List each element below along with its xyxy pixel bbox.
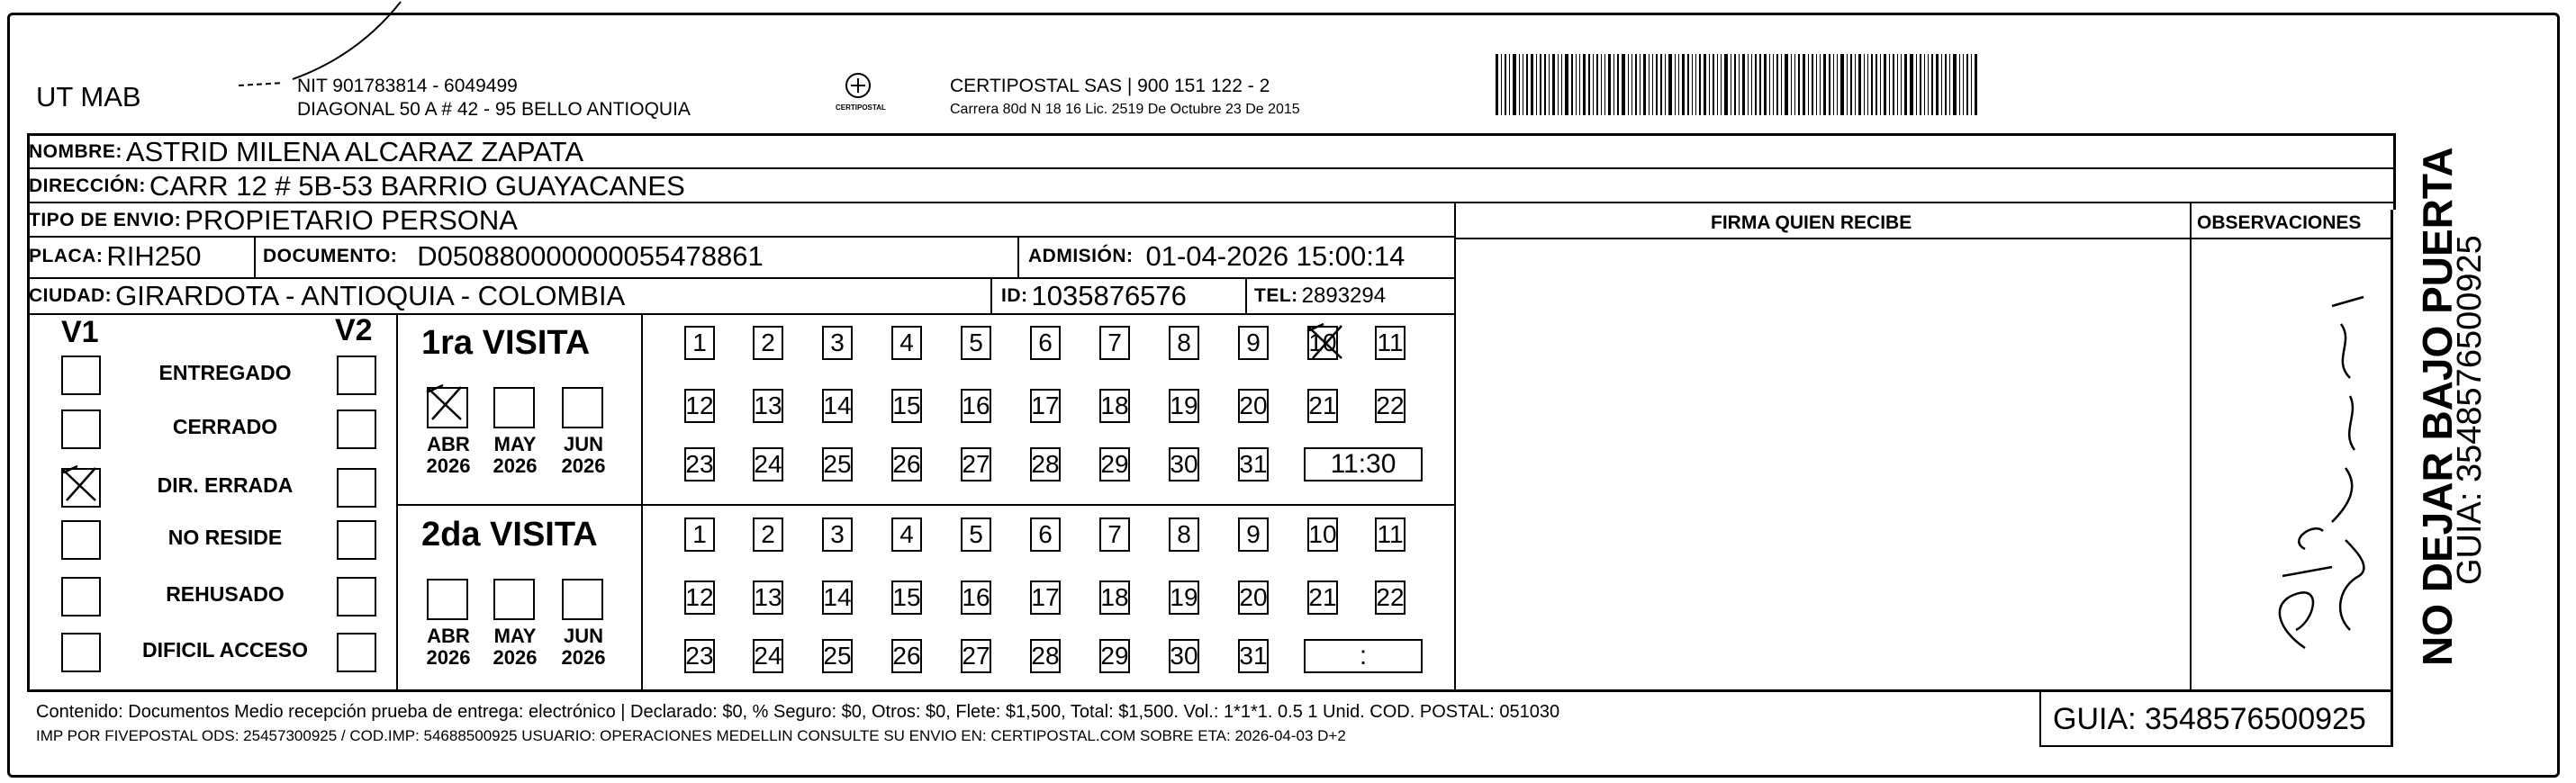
month-label <box>488 626 542 669</box>
barcode-bar <box>1791 54 1792 115</box>
ciudad-row <box>29 279 625 313</box>
carrier-line: CERTIPOSTAL SAS | 900 151 122 - 2 <box>950 76 1270 96</box>
barcode-bar <box>1871 54 1873 115</box>
month-year: 2026 <box>561 646 606 670</box>
day-box[interactable]: 3 <box>822 518 853 552</box>
check-mark-icon <box>59 464 99 504</box>
day-box[interactable]: 9 <box>1238 326 1269 360</box>
label-frame <box>7 13 2560 778</box>
status-v2-checkbox[interactable] <box>337 468 376 508</box>
day-box[interactable]: 29 <box>1099 639 1130 673</box>
day-box[interactable]: 31 <box>1238 447 1269 482</box>
certipostal-logo <box>836 72 886 112</box>
day-box[interactable]: 13 <box>753 580 783 615</box>
documento-row <box>263 239 764 274</box>
month-label <box>421 434 475 477</box>
barcode-bar <box>1640 54 1641 115</box>
barcode-bar <box>1769 54 1770 115</box>
ciudad-value: GIRARDOTA - ANTIOQUIA - COLOMBIA <box>115 280 626 311</box>
month-checkbox[interactable] <box>562 387 603 428</box>
day-box[interactable]: 7 <box>1099 326 1130 360</box>
admision-label: ADMISIÓN: <box>1028 246 1134 266</box>
barcode-bar <box>1652 54 1653 115</box>
barcode-bar <box>1840 54 1844 115</box>
time-box[interactable]: 11:30 <box>1304 447 1423 482</box>
placa-label: PLACA: <box>29 246 104 266</box>
barcode-bar <box>1496 54 1498 115</box>
day-box[interactable]: 25 <box>822 447 853 482</box>
barcode-bar <box>1798 54 1800 115</box>
day-box[interactable]: 24 <box>753 447 783 482</box>
barcode-bar <box>1893 54 1894 115</box>
barcode-bar <box>1781 54 1782 115</box>
barcode-bar <box>1549 54 1550 115</box>
status-label: CERRADO <box>172 415 278 438</box>
day-box[interactable]: 22 <box>1375 580 1406 615</box>
day-box[interactable]: 6 <box>1030 326 1061 360</box>
admision-row <box>1028 239 1405 274</box>
status-v1-checkbox[interactable] <box>61 577 101 616</box>
barcode-bar <box>1808 54 1809 115</box>
barcode-bar <box>1565 54 1568 115</box>
month-label <box>488 434 542 477</box>
barcode-bar <box>1505 54 1506 115</box>
barcode-bar <box>1759 54 1761 115</box>
day-box[interactable]: 27 <box>961 639 991 673</box>
barcode-bar <box>1622 54 1625 115</box>
id-value: 1035876576 <box>1031 280 1187 311</box>
barcode-bar <box>1692 54 1693 115</box>
barcode-bar <box>1717 54 1718 115</box>
day-box[interactable]: 21 <box>1307 580 1338 615</box>
visit-title: 2da VISITA <box>421 516 598 554</box>
barcode-bar <box>1660 54 1662 115</box>
barcode-bar <box>1945 54 1947 115</box>
month-label <box>556 434 610 477</box>
barcode-bar <box>1751 54 1752 115</box>
direccion-row <box>29 169 685 203</box>
day-box[interactable]: 16 <box>961 580 991 615</box>
direccion-label: DIRECCIÓN: <box>29 176 146 196</box>
barcode-bar <box>1579 54 1580 115</box>
barcode-bar <box>1544 54 1546 115</box>
month-year: 2026 <box>426 454 471 478</box>
firma-header: FIRMA QUIEN RECIBE <box>1711 212 1912 233</box>
day-box[interactable]: 26 <box>891 639 922 673</box>
barcode-bar <box>1656 54 1658 115</box>
documento-value: D050880000000055478861 <box>417 240 764 272</box>
tipo-row <box>29 203 518 238</box>
month-label <box>421 626 475 669</box>
barcode-bar <box>1588 54 1590 115</box>
barcode-bar <box>1959 54 1960 115</box>
barcode-bar <box>1734 54 1736 115</box>
month-name: ABR <box>427 625 470 647</box>
barcode-bar <box>1724 54 1728 115</box>
logo-text: CERTIPOSTAL <box>836 104 886 112</box>
barcode-bar <box>1721 54 1722 115</box>
status-v1-checkbox[interactable] <box>61 356 101 395</box>
nombre-label: NOMBRE: <box>29 141 122 162</box>
barcode-bar <box>1561 54 1562 115</box>
barcode-bar <box>1593 54 1594 115</box>
barcode-bar <box>1713 54 1714 115</box>
barcode-bar <box>1643 54 1646 115</box>
month-name: MAY <box>493 433 537 455</box>
barcode-bar <box>1540 54 1541 115</box>
day-box[interactable]: 23 <box>684 639 715 673</box>
barcode-bar <box>1803 54 1805 115</box>
barcode-bar <box>1833 54 1834 115</box>
day-box[interactable]: 28 <box>1030 447 1061 482</box>
day-box[interactable]: 30 <box>1169 447 1199 482</box>
day-box[interactable]: 8 <box>1169 326 1199 360</box>
barcode-bar <box>1820 54 1821 115</box>
barcode-bar <box>1858 54 1861 115</box>
day-box[interactable]: 26 <box>891 447 922 482</box>
barcode-bar <box>1812 54 1813 115</box>
day-box[interactable]: 9 <box>1238 518 1269 552</box>
day-box[interactable]: 21 <box>1307 389 1338 423</box>
barcode-bar <box>1608 54 1611 115</box>
barcode-bar <box>1975 54 1977 115</box>
barcode-bar <box>1613 54 1614 115</box>
status-v1-checkbox[interactable] <box>61 633 101 672</box>
day-box[interactable]: 4 <box>891 518 922 552</box>
barcode-bar <box>1816 54 1817 115</box>
barcode-bar <box>1928 54 1929 115</box>
footer-guia: GUIA: 3548576500925 <box>2053 702 2366 736</box>
barcode-bar <box>1682 54 1685 115</box>
barcode-bar <box>1501 54 1502 115</box>
day-box[interactable]: 20 <box>1238 580 1269 615</box>
barcode-bar <box>1931 54 1933 115</box>
id-row <box>1001 279 1187 313</box>
day-box[interactable]: 5 <box>961 518 991 552</box>
barcode-bar <box>1709 54 1710 115</box>
barcode-bar <box>1880 54 1881 115</box>
status-label: DIFICIL ACCESO <box>141 638 308 662</box>
barcode-bar <box>1668 54 1672 115</box>
day-box[interactable]: 10 <box>1307 518 1338 552</box>
barcode-bar <box>1924 54 1925 115</box>
nombre-value: ASTRID MILENA ALCARAZ ZAPATA <box>125 136 583 167</box>
day-box[interactable]: 10 <box>1307 326 1338 360</box>
barcode-bar <box>1665 54 1666 115</box>
barcode-bar <box>1704 54 1706 115</box>
day-box[interactable]: 17 <box>1030 389 1061 423</box>
visit-title: 1ra VISITA <box>421 324 591 362</box>
direccion-value: CARR 12 # 5B-53 BARRIO GUAYACANES <box>149 170 685 202</box>
barcode-bar <box>1687 54 1689 115</box>
day-box[interactable]: 20 <box>1238 389 1269 423</box>
status-v2-checkbox[interactable] <box>337 356 376 395</box>
day-box[interactable]: 27 <box>961 447 991 482</box>
day-box[interactable]: 24 <box>753 639 783 673</box>
v1-label: V1 <box>61 315 99 349</box>
address-line: DIAGONAL 50 A # 42 - 95 BELLO ANTIOQUIA <box>297 99 691 120</box>
month-checkbox[interactable] <box>493 579 535 620</box>
barcode-bar <box>1596 54 1598 115</box>
month-year: 2026 <box>426 646 471 670</box>
barcode-bar <box>1739 54 1740 115</box>
barcode-bar <box>1776 54 1778 115</box>
barcode-bar <box>1963 54 1964 115</box>
day-box[interactable]: 31 <box>1238 639 1269 673</box>
barcode-bar <box>1617 54 1619 115</box>
documento-label: DOCUMENTO: <box>263 246 398 266</box>
nit-line: NIT 901783814 - 6049499 <box>297 76 518 96</box>
barcode-bar <box>1794 54 1795 115</box>
barcode-bar <box>1864 54 1865 115</box>
month-name: MAY <box>493 625 537 647</box>
nombre-row <box>29 135 583 169</box>
day-box[interactable]: 6 <box>1030 518 1061 552</box>
day-box[interactable]: 5 <box>961 326 991 360</box>
day-box[interactable]: 25 <box>822 639 853 673</box>
day-box[interactable]: 3 <box>822 326 853 360</box>
tel-row <box>1254 279 1386 313</box>
admision-value: 01-04-2026 15:00:14 <box>1145 240 1406 272</box>
barcode-bar <box>1748 54 1749 115</box>
barcode-bar <box>1773 54 1774 115</box>
day-box[interactable]: 11 <box>1375 326 1406 360</box>
day-box[interactable]: 18 <box>1099 580 1130 615</box>
footer-content: Contenido: Documentos Medio recepción prueba de entrega: electrónico | Declarado: $0, % Seguro: $0, Otros: $0, Flete: $1,500, Total: $1,500. Vol.: 1*1*1. 0.5 1 Unid. COD. POSTAL: 051030 <box>36 702 1560 722</box>
barcode-bar <box>1531 54 1533 115</box>
month-year: 2026 <box>493 454 538 478</box>
day-box[interactable]: 14 <box>822 389 853 423</box>
barcode-bar <box>1583 54 1586 115</box>
status-v1-checkbox[interactable] <box>61 520 101 560</box>
day-box[interactable]: 12 <box>684 389 715 423</box>
barcode-bar <box>1837 54 1838 115</box>
carrier-license: Carrera 80d N 18 16 Lic. 2519 De Octubre 23 De 2015 <box>950 102 1300 117</box>
side-guia: GUIA: 3548576500925 <box>2451 235 2489 585</box>
barcode-bar <box>1604 54 1605 115</box>
barcode <box>1496 54 2207 115</box>
barcode-bar <box>1904 54 1907 115</box>
barcode-bar <box>1910 54 1913 115</box>
company-code: UT MAB <box>36 81 141 112</box>
day-box[interactable]: 22 <box>1375 389 1406 423</box>
placa-row <box>29 239 201 274</box>
barcode-bar <box>1628 54 1629 115</box>
day-box[interactable]: 23 <box>684 447 715 482</box>
barcode-bar <box>1601 54 1602 115</box>
barcode-bar <box>1876 54 1877 115</box>
ciudad-label: CIUDAD: <box>29 285 113 306</box>
barcode-bar <box>1867 54 1868 115</box>
barcode-bar <box>1519 54 1520 115</box>
barcode-bar <box>1536 54 1537 115</box>
barcode-bar <box>1823 54 1826 115</box>
day-box[interactable]: 8 <box>1169 518 1199 552</box>
barcode-bar <box>1829 54 1830 115</box>
day-box[interactable]: 2 <box>753 326 783 360</box>
day-box[interactable]: 29 <box>1099 447 1130 482</box>
month-label <box>556 626 610 669</box>
barcode-bar <box>1649 54 1650 115</box>
day-box[interactable]: 18 <box>1099 389 1130 423</box>
day-box[interactable]: 1 <box>684 326 715 360</box>
observation-handwriting <box>2197 252 2386 684</box>
barcode-bar <box>1635 54 1637 115</box>
day-box[interactable]: 7 <box>1099 518 1130 552</box>
barcode-bar <box>1855 54 1856 115</box>
status-v1-checkbox[interactable] <box>61 468 101 508</box>
day-box[interactable]: 19 <box>1169 580 1199 615</box>
barcode-bar <box>1526 54 1528 115</box>
barcode-bar <box>1884 54 1886 115</box>
status-v2-checkbox[interactable] <box>337 410 376 449</box>
day-box[interactable]: 4 <box>891 326 922 360</box>
side-title: NO DEJAR BAJO PUERTA <box>2414 147 2461 666</box>
observaciones-header: OBSERVACIONES <box>2197 212 2362 233</box>
day-box[interactable]: 16 <box>961 389 991 423</box>
month-checkbox[interactable] <box>562 579 603 620</box>
barcode-bar <box>1558 54 1559 115</box>
day-box[interactable]: 28 <box>1030 639 1061 673</box>
month-name: JUN <box>563 625 603 647</box>
status-v1-checkbox[interactable] <box>61 410 101 449</box>
month-year: 2026 <box>561 454 606 478</box>
barcode-bar <box>1755 54 1757 115</box>
barcode-bar <box>1678 54 1679 115</box>
barcode-bar <box>1953 54 1957 115</box>
status-label: DIR. ERRADA <box>157 473 294 497</box>
day-box[interactable]: 1 <box>684 518 715 552</box>
barcode-bar <box>1695 54 1696 115</box>
barcode-bar <box>1966 54 1968 115</box>
barcode-bar <box>1571 54 1573 115</box>
month-checkbox[interactable] <box>427 579 468 620</box>
barcode-bar <box>1901 54 1902 115</box>
day-box[interactable]: 12 <box>684 580 715 615</box>
barcode-bar <box>1742 54 1745 115</box>
barcode-bar <box>1850 54 1852 115</box>
month-name: ABR <box>427 433 470 455</box>
barcode-bar <box>1631 54 1632 115</box>
barcode-bar <box>1949 54 1950 115</box>
barcode-bar <box>1941 54 1942 115</box>
barcode-bar <box>1764 54 1767 115</box>
day-box[interactable]: 13 <box>753 389 783 423</box>
v2-label: V2 <box>335 313 373 347</box>
barcode-bar <box>1675 54 1676 115</box>
status-label: NO RESIDE <box>167 526 283 549</box>
day-box[interactable]: 15 <box>891 580 922 615</box>
check-mark-icon <box>1306 322 1345 362</box>
day-box[interactable]: 17 <box>1030 580 1061 615</box>
logo-icon <box>843 72 873 99</box>
barcode-bar <box>1936 54 1939 115</box>
footer-imp: IMP POR FIVEPOSTAL ODS: 25457300925 / COD.IMP: 54688500925 USUARIO: OPERACIONES MEDELLIN CONSULTE SU ENVIO EN: CERTIPOSTAL.COM SOBRE ETA: 2026-04-03 D+2 <box>36 727 1346 744</box>
day-box[interactable]: 2 <box>753 518 783 552</box>
day-box[interactable]: 19 <box>1169 389 1199 423</box>
placa-value: RIH250 <box>106 240 202 272</box>
barcode-bar <box>1971 54 1972 115</box>
day-box[interactable]: 14 <box>822 580 853 615</box>
barcode-bar <box>1576 54 1577 115</box>
barcode-bar <box>1916 54 1917 115</box>
barcode-bar <box>1889 54 1890 115</box>
time-box[interactable]: : <box>1304 639 1423 673</box>
day-box[interactable]: 11 <box>1375 518 1406 552</box>
id-label: ID: <box>1001 285 1028 306</box>
status-v2-checkbox[interactable] <box>337 577 376 616</box>
barcode-bar <box>1552 54 1555 115</box>
barcode-bar <box>1847 54 1848 115</box>
status-v2-checkbox[interactable] <box>337 633 376 672</box>
barcode-bar <box>1920 54 1921 115</box>
month-year: 2026 <box>493 646 538 670</box>
tipo-label: TIPO DE ENVIO: <box>29 210 182 230</box>
month-name: JUN <box>563 433 603 455</box>
barcode-bar <box>1509 54 1510 115</box>
day-box[interactable]: 30 <box>1169 639 1199 673</box>
month-checkbox[interactable] <box>427 387 468 428</box>
day-box[interactable]: 15 <box>891 389 922 423</box>
tel-label: TEL: <box>1254 285 1298 306</box>
barcode-bar <box>1699 54 1701 115</box>
status-v2-checkbox[interactable] <box>337 520 376 560</box>
barcode-bar <box>1513 54 1516 115</box>
tel-value: 2893294 <box>1301 284 1387 308</box>
check-mark-icon <box>425 383 465 423</box>
barcode-bar <box>1785 54 1788 115</box>
month-checkbox[interactable] <box>493 387 535 428</box>
tipo-value: PROPIETARIO PERSONA <box>185 204 518 236</box>
status-label: ENTREGADO <box>158 361 292 384</box>
status-label: REHUSADO <box>166 582 285 606</box>
barcode-bar <box>1897 54 1898 115</box>
